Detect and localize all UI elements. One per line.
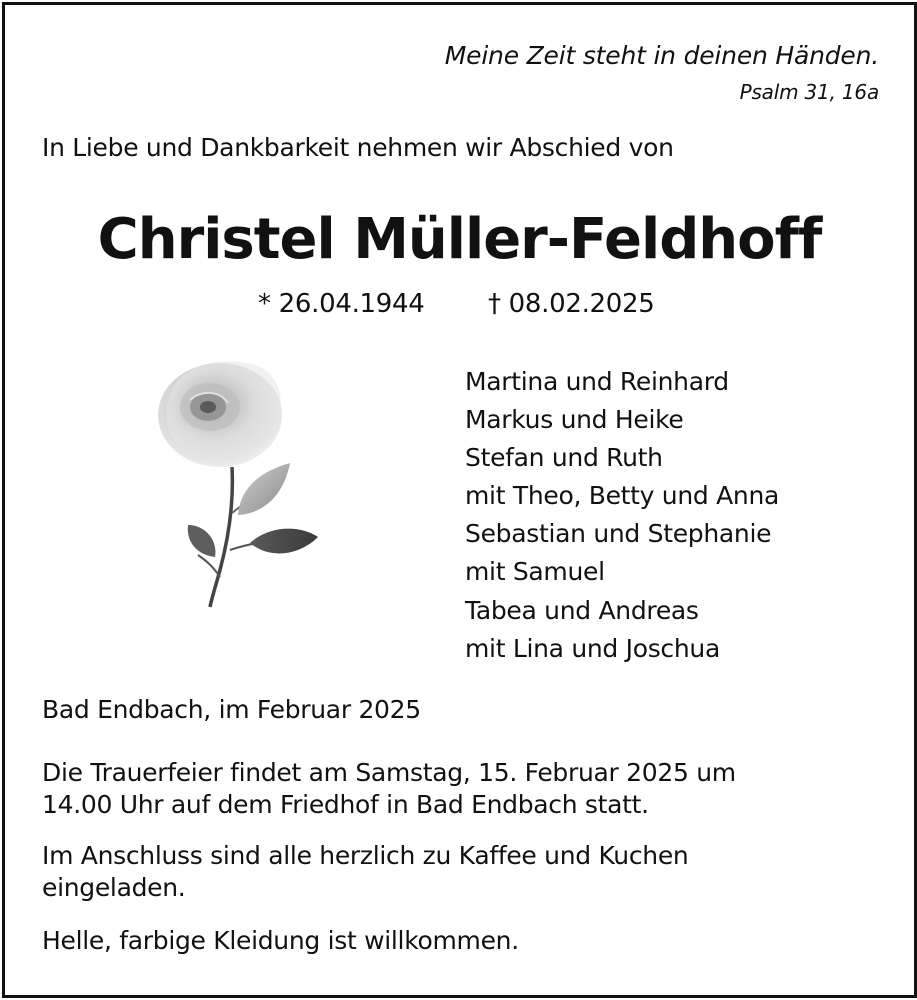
mourner-line: mit Lina und Joschua <box>465 633 720 663</box>
bible-quote-reference: Psalm 31, 16a <box>739 80 879 104</box>
ceremony-line: Die Trauerfeier findet am Samstag, 15. Februar 2025 um <box>42 758 736 787</box>
mourner-line: mit Theo, Betty und Anna <box>465 481 780 511</box>
mourner-line: Markus und Heike <box>465 405 684 435</box>
mourner-line: Stefan und Ruth <box>465 443 663 473</box>
ceremony-line: 14.00 Uhr auf dem Friedhof in Bad Endbach statt. <box>42 790 649 819</box>
ceremony-info <box>42 757 736 821</box>
dress-code-info: Helle, farbige Kleidung ist willkommen. <box>42 926 519 955</box>
obituary-notice <box>2 2 917 998</box>
coffee-line: Im Anschluss sind alle herzlich zu Kaffee und Kuchen <box>42 841 689 870</box>
intro-text: In Liebe und Dankbarkeit nehmen wir Abschied von <box>42 133 674 162</box>
mourner-line: Tabea und Andreas <box>465 595 699 625</box>
mourner-line: Sebastian und Stephanie <box>465 519 772 549</box>
mourners-list <box>465 363 779 668</box>
bible-quote: Meine Zeit steht in deinen Händen. <box>444 41 879 70</box>
birth-date: * 26.04.1944 <box>258 289 425 319</box>
mourner-line: Martina und Reinhard <box>465 367 729 396</box>
rose-icon <box>150 355 330 610</box>
coffee-info <box>42 840 688 904</box>
deceased-name: Christel Müller-Feldhoff <box>97 207 822 272</box>
death-date: † 08.02.2025 <box>488 289 655 319</box>
place-date: Bad Endbach, im Februar 2025 <box>42 695 421 724</box>
coffee-line: eingeladen. <box>42 873 186 902</box>
mourner-line: mit Samuel <box>465 557 605 587</box>
